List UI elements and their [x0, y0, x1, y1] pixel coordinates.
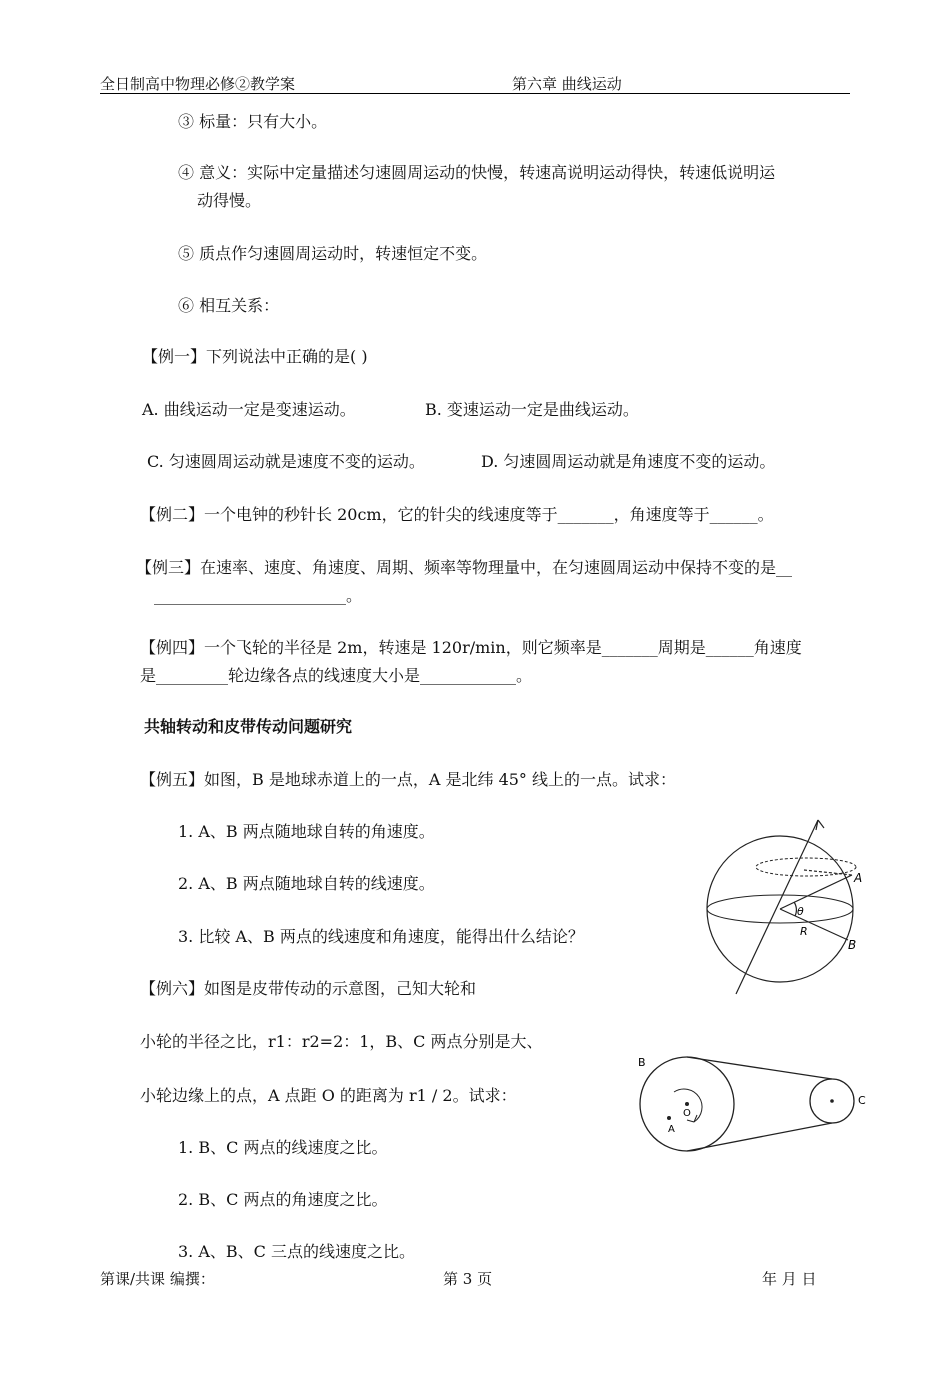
example-6-q1: 1. B、C 两点的线速度之比。	[178, 1138, 388, 1157]
example-1-option-d: D. 匀速圆周运动就是角速度不变的运动。	[481, 452, 776, 471]
label-a: A	[668, 1124, 675, 1135]
belt-top	[687, 1057, 832, 1079]
example-6-q2: 2. B、C 两点的角速度之比。	[178, 1190, 388, 1209]
example-1-question: 【例一】下列说法中正确的是( )	[142, 347, 368, 366]
center-small-dot	[830, 1099, 834, 1103]
example-6-line3: 小轮边缘上的点，A 点距 O 的距离为 r1 / 2。试求：	[140, 1086, 517, 1105]
example-2: 【例二】一个电钟的秒针长 20cm，它的针尖的线速度等于_______，角速度等于______。	[140, 505, 774, 524]
example-6-line2: 小轮的半径之比，r1：r2=2：1，B、C 两点分别是大、	[140, 1032, 543, 1051]
latitude-radius	[804, 870, 852, 875]
example-4-line2: 是_________轮边缘各点的线速度大小是____________。	[140, 666, 533, 685]
belt-drive-figure	[632, 1052, 872, 1162]
label-a: A	[854, 871, 863, 885]
example-1-option-c: C. 匀速圆周运动就是速度不变的运动。	[147, 452, 425, 471]
footer-date: 年 月 日	[762, 1270, 817, 1288]
example-1-option-b: B. 变速运动一定是曲线运动。	[425, 400, 639, 419]
item-5: ⑤ 质点作匀速圆周运动时，转速恒定不变。	[178, 244, 488, 263]
point-a-dot	[667, 1116, 671, 1120]
footer-page-number: 第 3 页	[443, 1270, 493, 1288]
header-left: 全日制高中物理必修②教学案	[100, 75, 296, 93]
example-5-q2: 2. A、B 两点随地球自转的线速度。	[178, 874, 435, 893]
header-right: 第六章 曲线运动	[512, 75, 622, 93]
label-b: B	[638, 1056, 646, 1069]
radius-to-a	[780, 875, 852, 909]
footer-left: 第课/共课 编撰：	[100, 1270, 215, 1288]
example-6-line1: 【例六】如图是皮带传动的示意图，己知大轮和	[140, 979, 477, 998]
example-5-intro: 【例五】如图，B 是地球赤道上的一点，A 是北纬 45° 线上的一点。试求：	[140, 770, 677, 789]
radius-to-b	[780, 909, 848, 940]
axis-arrow-right	[818, 820, 824, 828]
label-r: R	[800, 925, 808, 938]
label-o: O	[683, 1108, 691, 1119]
label-theta: θ	[797, 905, 804, 918]
label-b: B	[848, 938, 857, 952]
item-4-line2: 动得慢。	[197, 191, 262, 210]
center-o-dot	[685, 1102, 689, 1106]
example-1-option-a: A. 曲线运动一定是变速运动。	[142, 400, 356, 419]
earth-rotation-figure	[700, 812, 865, 997]
item-3: ③ 标量：只有大小。	[178, 112, 328, 131]
item-6: ⑥ 相互关系：	[178, 296, 280, 315]
example-5-q3: 3. 比较 A、B 两点的线速度和角速度，能得出什么结论？	[178, 927, 584, 946]
belt-bottom	[687, 1123, 832, 1151]
example-3-line1: 【例三】在速率、速度、角速度、周期、频率等物理量中，在匀速圆周运动中保持不变的是__	[136, 558, 793, 577]
example-5-q1: 1. A、B 两点随地球自转的角速度。	[178, 822, 435, 841]
example-3-line2: ________________________。	[154, 586, 363, 605]
item-4-line1: ④ 意义：实际中定量描述匀速圆周运动的快慢，转速高说明运动得快，转速低说明运	[178, 163, 776, 182]
label-c: C	[858, 1094, 866, 1107]
example-4-line1: 【例四】一个飞轮的半径是 2m，转速是 120r/min，则它频率是_______周期是______角速度	[140, 638, 802, 657]
header-rule	[100, 93, 850, 94]
example-6-q3: 3. A、B、C 三点的线速度之比。	[178, 1242, 415, 1261]
rotation-axis	[736, 820, 818, 994]
section-title: 共轴转动和皮带传动问题研究	[144, 717, 353, 736]
